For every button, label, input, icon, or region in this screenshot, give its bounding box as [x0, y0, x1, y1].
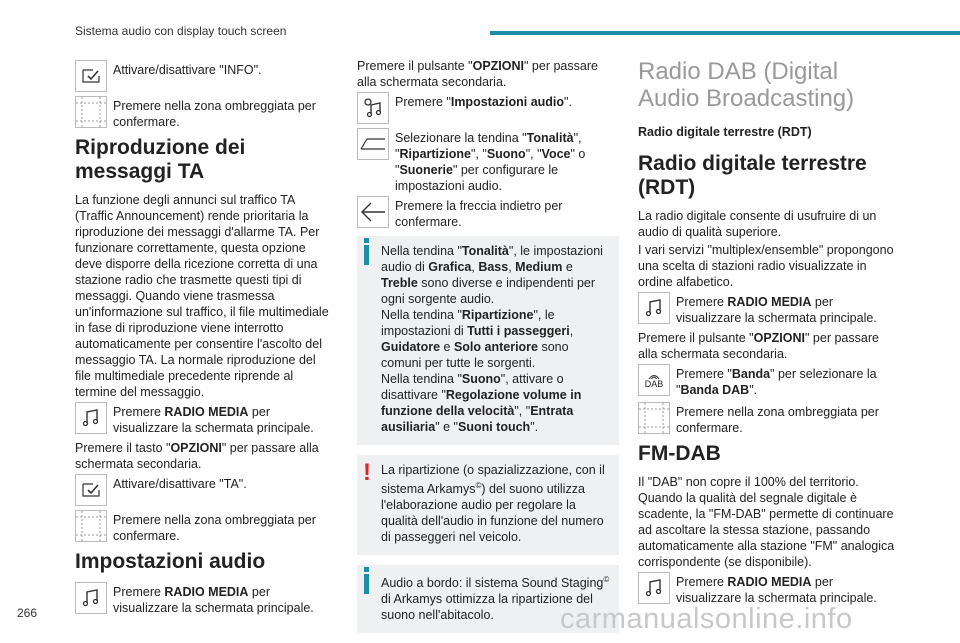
- instruction-row: [75, 474, 333, 506]
- section-subtitle: Radio digitale terrestre (RDT): [638, 125, 812, 139]
- shaded-zone-icon: [75, 96, 107, 128]
- instruction-text: Premere RADIO MEDIA per visualizzare la schermata principale.: [676, 295, 877, 325]
- music-note-icon: [75, 582, 107, 614]
- instruction-row: [75, 402, 333, 436]
- instruction-text: Premere nella zona ombreggiata per confermare.: [113, 513, 316, 543]
- instruction-row: [638, 402, 900, 436]
- instruction-text: Premere RADIO MEDIA per visualizzare la schermata principale.: [113, 405, 314, 435]
- paragraph-opzioni: Premere il tasto "OPZIONI" per passare alla schermata secondaria.: [75, 441, 319, 471]
- instruction-row: [638, 364, 900, 398]
- heading-audio: Impostazioni audio: [75, 550, 266, 573]
- instruction-text: Premere nella zona ombreggiata per confermare.: [113, 99, 316, 129]
- instruction-text: Attivare/disattivare "INFO".: [113, 63, 262, 77]
- instruction-text: Premere "Banda" per selezionare la "Banda DAB".: [676, 367, 877, 397]
- column-3: [638, 58, 900, 610]
- dab-radio-icon: [638, 364, 670, 396]
- paragraph: La radio digitale consente di usufruire di un audio di qualità superiore.: [638, 209, 877, 239]
- instruction-text: Premere la freccia indietro per confermare.: [395, 199, 563, 229]
- instruction-row: [357, 128, 619, 194]
- paragraph-fm-dab: Il "DAB" non copre il 100% del territorio. Quando la qualità del segnale digitale è scadente, la "FM-DAB" permette di continuare ad ascoltare la stessa stazione, passando automaticamente alla stazione "FM" analogica corrispondente (se disponibile).: [638, 475, 895, 569]
- tab-icon: [357, 128, 389, 160]
- instruction-row: [75, 582, 333, 616]
- shaded-zone-icon: [638, 402, 670, 434]
- section-title: Radio DAB (Digital Audio Broadcasting): [638, 58, 855, 112]
- info-note: Audio a bordo: il sistema Sound Staging© di Arkamys ottimizza la ripartizione del suono nell'abitacolo.: [357, 565, 619, 633]
- audio-settings-icon: [357, 92, 389, 124]
- instruction-row: [75, 96, 333, 130]
- dab-icon-label: DAB: [644, 378, 664, 389]
- instruction-text: Premere "Impostazioni audio".: [395, 95, 572, 109]
- music-note-icon: [638, 572, 670, 604]
- instruction-row: [638, 292, 900, 326]
- info-icon: [364, 245, 369, 265]
- back-arrow-icon: [357, 196, 389, 228]
- paragraph-opzioni: Premere il pulsante "OPZIONI" per passare alla schermata secondaria.: [638, 331, 879, 361]
- instruction-row: [638, 572, 900, 606]
- instruction-text: Premere RADIO MEDIA per visualizzare la schermata principale.: [113, 585, 314, 615]
- checkbox-icon: [75, 60, 107, 92]
- header-title: Sistema audio con display touch screen: [75, 24, 287, 38]
- heading-ta: Riproduzione dei messaggi TA: [75, 136, 246, 183]
- warning-icon: !: [363, 459, 371, 486]
- instruction-text: Selezionare la tendina "Tonalità", "Ripartizione", "Suono", "Voce" o "Suonerie" per configurare le impostazioni audio.: [395, 131, 586, 193]
- column-2: [357, 58, 619, 643]
- page-number: 266: [17, 606, 38, 620]
- instruction-row: [75, 510, 333, 544]
- instruction-text: Premere RADIO MEDIA per visualizzare la schermata principale.: [676, 575, 877, 605]
- instruction-row: [357, 92, 619, 124]
- info-icon: [364, 574, 369, 594]
- instruction-text: Premere nella zona ombreggiata per confermare.: [676, 405, 879, 435]
- music-note-icon: [75, 402, 107, 434]
- heading-rdt: Radio digitale terrestre (RDT): [638, 152, 867, 199]
- heading-fm-dab: FM-DAB: [638, 442, 721, 465]
- instruction-row: [357, 196, 619, 230]
- watermark: carmanualsonline.info: [560, 603, 853, 635]
- instruction-text: Attivare/disattivare "TA".: [113, 477, 247, 491]
- header-bar: [490, 31, 960, 35]
- column-1: [75, 58, 333, 620]
- paragraph-ta: La funzione degli annunci sul traffico TA (Traffic Announcement) rende prioritaria la riproduzione dei messaggi d'allarme TA. Per funzionare correttamente, questa opzione deve disporre della ricezione corretta di una stazione radio che trasmette questi tipi di messaggi. Quando viene trasmessa un'informazione sul traffico, il file multimediale in fase di riproduzione viene interrotto automaticamente per consentire l'ascolto del messaggio TA. La normale riproduzione del file multimediale precedente riprende al termine del messaggio.: [75, 193, 329, 399]
- warning-note: ! La ripartizione (o spazializzazione, con il sistema Arkamys©) del suono utilizza l'elaborazione audio per regolare la qualità dell'audio in funzione del numero di passeggeri nel veicolo.: [357, 455, 619, 555]
- instruction-row: [75, 60, 333, 92]
- shaded-zone-icon: [75, 510, 107, 542]
- music-note-icon: [638, 292, 670, 324]
- checkbox-icon: [75, 474, 107, 506]
- info-note: Nella tendina "Tonalità", le impostazioni audio di Grafica, Bass, Medium e Treble sono diverse e indipendenti per ogni sorgente audio. Nella tendina "Ripartizione", le impostazioni di Tutti i passeggeri, Guidatore e Solo anteriore sono comuni per tutte le sorgenti. Nella tendina "Suono", attivare o disattivare "Regolazione volume in funzione della velocità", "Entrata ausiliaria" e "Suoni touch".: [357, 236, 619, 445]
- paragraph-opzioni: Premere il pulsante "OPZIONI" per passare alla schermata secondaria.: [357, 59, 598, 89]
- paragraph: I vari servizi "multiplex/ensemble" propongono una scelta di stazioni radio visualizzate in ordine alfabetico.: [638, 243, 894, 289]
